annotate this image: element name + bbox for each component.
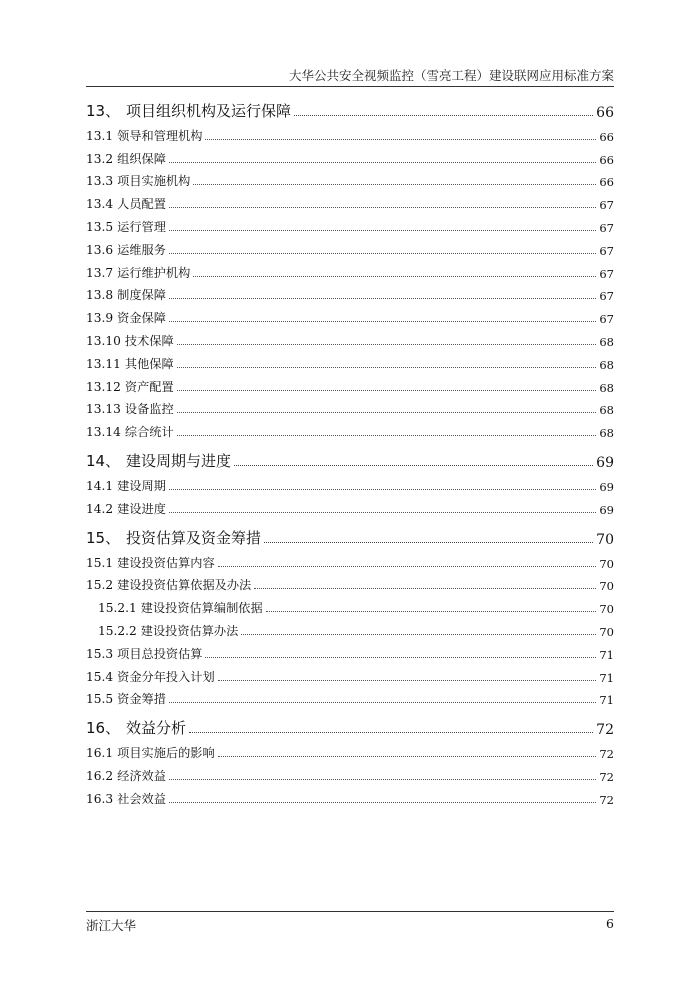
dot-leader xyxy=(177,412,597,413)
toc-title: 项目组织机构及运行保障 xyxy=(126,102,292,120)
toc-number: 13.9 xyxy=(86,311,114,326)
toc-chapter-13[interactable] xyxy=(86,98,614,121)
toc-title: 领导和管理机构 xyxy=(117,128,203,143)
toc-title: 资金分年投入计划 xyxy=(117,669,215,684)
toc-title: 资金筹措 xyxy=(117,692,166,707)
toc-chapter-16[interactable] xyxy=(86,715,614,738)
dot-leader xyxy=(193,276,596,277)
dot-leader xyxy=(177,367,597,368)
toc-title: 综合统计 xyxy=(124,425,174,440)
dot-leader xyxy=(294,115,593,116)
toc-page-number: 69 xyxy=(599,502,614,517)
toc-title: 投资估算及资金筹措 xyxy=(126,528,262,547)
toc-number: 13.6 xyxy=(86,242,114,257)
toc-page-number: 69 xyxy=(596,455,614,472)
toc-page-number: 67 xyxy=(599,266,614,281)
dot-leader xyxy=(218,566,597,567)
toc-subsection-15-2-1[interactable] xyxy=(86,593,614,616)
toc-page-number: 67 xyxy=(599,312,614,327)
toc-page-number: 70 xyxy=(599,602,614,617)
toc-title: 经济效益 xyxy=(117,768,166,783)
toc-number: 14、 xyxy=(86,452,121,471)
toc-number: 13、 xyxy=(86,102,121,120)
toc-page-number: 70 xyxy=(599,556,614,571)
toc-page-number: 71 xyxy=(599,693,614,708)
header-divider xyxy=(86,86,614,87)
toc-number: 13.7 xyxy=(86,265,114,280)
toc-title: 运维服务 xyxy=(117,242,166,257)
dot-leader xyxy=(264,542,593,543)
page-header: 大华公共安全视频监控（雪亮工程）建设联网应用标准方案 xyxy=(288,68,614,83)
toc-title: 运行维护机构 xyxy=(117,265,191,280)
toc-number: 15.3 xyxy=(86,646,114,661)
toc-page-number: 66 xyxy=(599,152,614,167)
toc-number: 15.1 xyxy=(86,555,114,570)
dot-leader xyxy=(169,230,596,231)
toc-number: 16、 xyxy=(86,719,121,738)
toc-page-number: 72 xyxy=(596,722,614,739)
toc-number: 16.2 xyxy=(86,768,114,783)
toc-section-15-3[interactable] xyxy=(86,639,614,662)
toc-page-number: 68 xyxy=(599,403,614,418)
dot-leader xyxy=(254,588,596,589)
toc-number: 15.2.1 xyxy=(98,601,137,616)
toc-number: 15.2 xyxy=(86,578,114,593)
toc-page-number: 67 xyxy=(599,220,614,235)
toc-number: 14.2 xyxy=(86,501,114,516)
toc-number: 13.4 xyxy=(86,197,114,212)
dot-leader xyxy=(218,680,597,681)
toc-title: 建设周期 xyxy=(117,478,166,493)
toc-section-13-5[interactable] xyxy=(86,212,614,235)
toc-page-number: 68 xyxy=(599,357,614,372)
toc-page-number: 72 xyxy=(599,747,614,762)
table-of-contents xyxy=(86,98,614,807)
toc-section-15-2[interactable] xyxy=(86,571,614,594)
toc-number: 13.12 xyxy=(86,379,121,394)
toc-page-number: 66 xyxy=(599,175,614,190)
toc-section-13-2[interactable] xyxy=(86,144,614,167)
footer-page-number: 6 xyxy=(606,916,614,931)
toc-page-number: 71 xyxy=(599,647,614,662)
toc-title: 资金保障 xyxy=(117,311,166,326)
toc-page-number: 66 xyxy=(596,105,614,121)
toc-title: 人员配置 xyxy=(117,197,166,212)
toc-page-number: 68 xyxy=(599,380,614,395)
dot-leader xyxy=(205,657,596,658)
toc-section-13-12[interactable] xyxy=(86,372,614,395)
toc-title: 技术保障 xyxy=(124,333,174,348)
toc-number: 13.3 xyxy=(86,174,114,189)
toc-title: 资产配置 xyxy=(124,379,174,394)
dot-leader xyxy=(177,435,597,436)
toc-number: 16.1 xyxy=(86,746,114,761)
toc-section-13-3[interactable] xyxy=(86,167,614,190)
toc-title: 其他保障 xyxy=(124,356,174,371)
toc-title: 社会效益 xyxy=(117,791,166,806)
toc-number: 13.8 xyxy=(86,288,114,303)
toc-section-13-10[interactable] xyxy=(86,326,614,349)
dot-leader xyxy=(177,344,597,345)
toc-title: 建设周期与进度 xyxy=(126,452,232,471)
toc-number: 14.1 xyxy=(86,478,114,493)
dot-leader xyxy=(169,489,596,490)
footer-divider xyxy=(86,911,614,912)
toc-number: 13.11 xyxy=(86,356,121,371)
footer-company: 浙江大华 xyxy=(86,918,137,933)
dot-leader xyxy=(218,756,597,757)
toc-number: 15.4 xyxy=(86,669,114,684)
toc-title: 设备监控 xyxy=(124,402,174,417)
toc-number: 15、 xyxy=(86,528,121,547)
toc-section-13-11[interactable] xyxy=(86,349,614,372)
toc-title: 项目实施机构 xyxy=(117,174,191,189)
toc-title: 建设投资估算办法 xyxy=(140,623,239,638)
toc-page-number: 72 xyxy=(599,792,614,807)
toc-number: 13.2 xyxy=(86,151,114,166)
toc-section-16-1[interactable] xyxy=(86,738,614,761)
toc-number: 15.2.2 xyxy=(98,623,137,638)
toc-title: 建设投资估算依据及办法 xyxy=(117,578,252,593)
toc-page-number: 71 xyxy=(599,670,614,685)
toc-section-16-2[interactable] xyxy=(86,761,614,784)
toc-section-13-13[interactable] xyxy=(86,395,614,418)
toc-number: 16.3 xyxy=(86,791,114,806)
dot-leader xyxy=(169,802,596,803)
dot-leader xyxy=(241,634,596,635)
toc-number: 15.5 xyxy=(86,692,114,707)
toc-page-number: 70 xyxy=(599,624,614,639)
dot-leader xyxy=(169,512,596,513)
dot-leader xyxy=(169,162,596,163)
toc-section-15-5[interactable] xyxy=(86,685,614,708)
toc-title: 项目实施后的影响 xyxy=(117,746,215,761)
toc-section-13-14[interactable] xyxy=(86,417,614,440)
toc-page-number: 67 xyxy=(599,243,614,258)
toc-subsection-15-2-2[interactable] xyxy=(86,616,614,639)
toc-section-13-7[interactable] xyxy=(86,258,614,281)
toc-title: 运行管理 xyxy=(117,219,166,234)
toc-section-15-4[interactable] xyxy=(86,662,614,685)
toc-title: 建设投资估算内容 xyxy=(117,555,215,570)
toc-section-16-3[interactable] xyxy=(86,784,614,807)
toc-number: 13.13 xyxy=(86,402,121,417)
toc-section-14-1[interactable] xyxy=(86,471,614,494)
toc-page-number: 68 xyxy=(599,426,614,441)
toc-section-15-1[interactable] xyxy=(86,548,614,571)
dot-leader xyxy=(169,321,596,322)
toc-title: 建设进度 xyxy=(117,501,166,516)
toc-section-13-6[interactable] xyxy=(86,235,614,258)
toc-section-13-9[interactable] xyxy=(86,303,614,326)
toc-number: 13.1 xyxy=(86,128,114,143)
dot-leader xyxy=(169,779,596,780)
toc-page-number: 67 xyxy=(599,289,614,304)
dot-leader xyxy=(189,732,593,733)
toc-title: 项目总投资估算 xyxy=(117,646,203,661)
toc-page-number: 70 xyxy=(599,579,614,594)
dot-leader xyxy=(177,390,597,391)
toc-chapter-15[interactable] xyxy=(86,525,614,548)
toc-number: 13.10 xyxy=(86,333,121,348)
dot-leader xyxy=(169,298,596,299)
toc-title: 组织保障 xyxy=(117,151,166,166)
dot-leader xyxy=(193,184,596,185)
dot-leader xyxy=(266,611,597,612)
toc-section-13-8[interactable] xyxy=(86,281,614,304)
dot-leader xyxy=(169,207,596,208)
toc-page-number: 70 xyxy=(596,531,614,548)
toc-section-14-2[interactable] xyxy=(86,494,614,517)
toc-page-number: 69 xyxy=(599,479,614,494)
toc-page-number: 67 xyxy=(599,198,614,213)
toc-number: 13.5 xyxy=(86,219,114,234)
dot-leader xyxy=(169,253,596,254)
dot-leader xyxy=(205,139,596,140)
toc-page-number: 72 xyxy=(599,769,614,784)
dot-leader xyxy=(169,702,596,703)
toc-page-number: 68 xyxy=(599,334,614,349)
toc-chapter-14[interactable] xyxy=(86,448,614,471)
toc-title: 制度保障 xyxy=(117,288,166,303)
toc-number: 13.14 xyxy=(86,425,121,440)
toc-page-number: 66 xyxy=(599,129,614,144)
toc-section-13-1[interactable] xyxy=(86,121,614,144)
toc-section-13-4[interactable] xyxy=(86,189,614,212)
toc-title: 建设投资估算编制依据 xyxy=(140,601,263,616)
toc-title: 效益分析 xyxy=(126,719,187,738)
dot-leader xyxy=(234,465,593,466)
